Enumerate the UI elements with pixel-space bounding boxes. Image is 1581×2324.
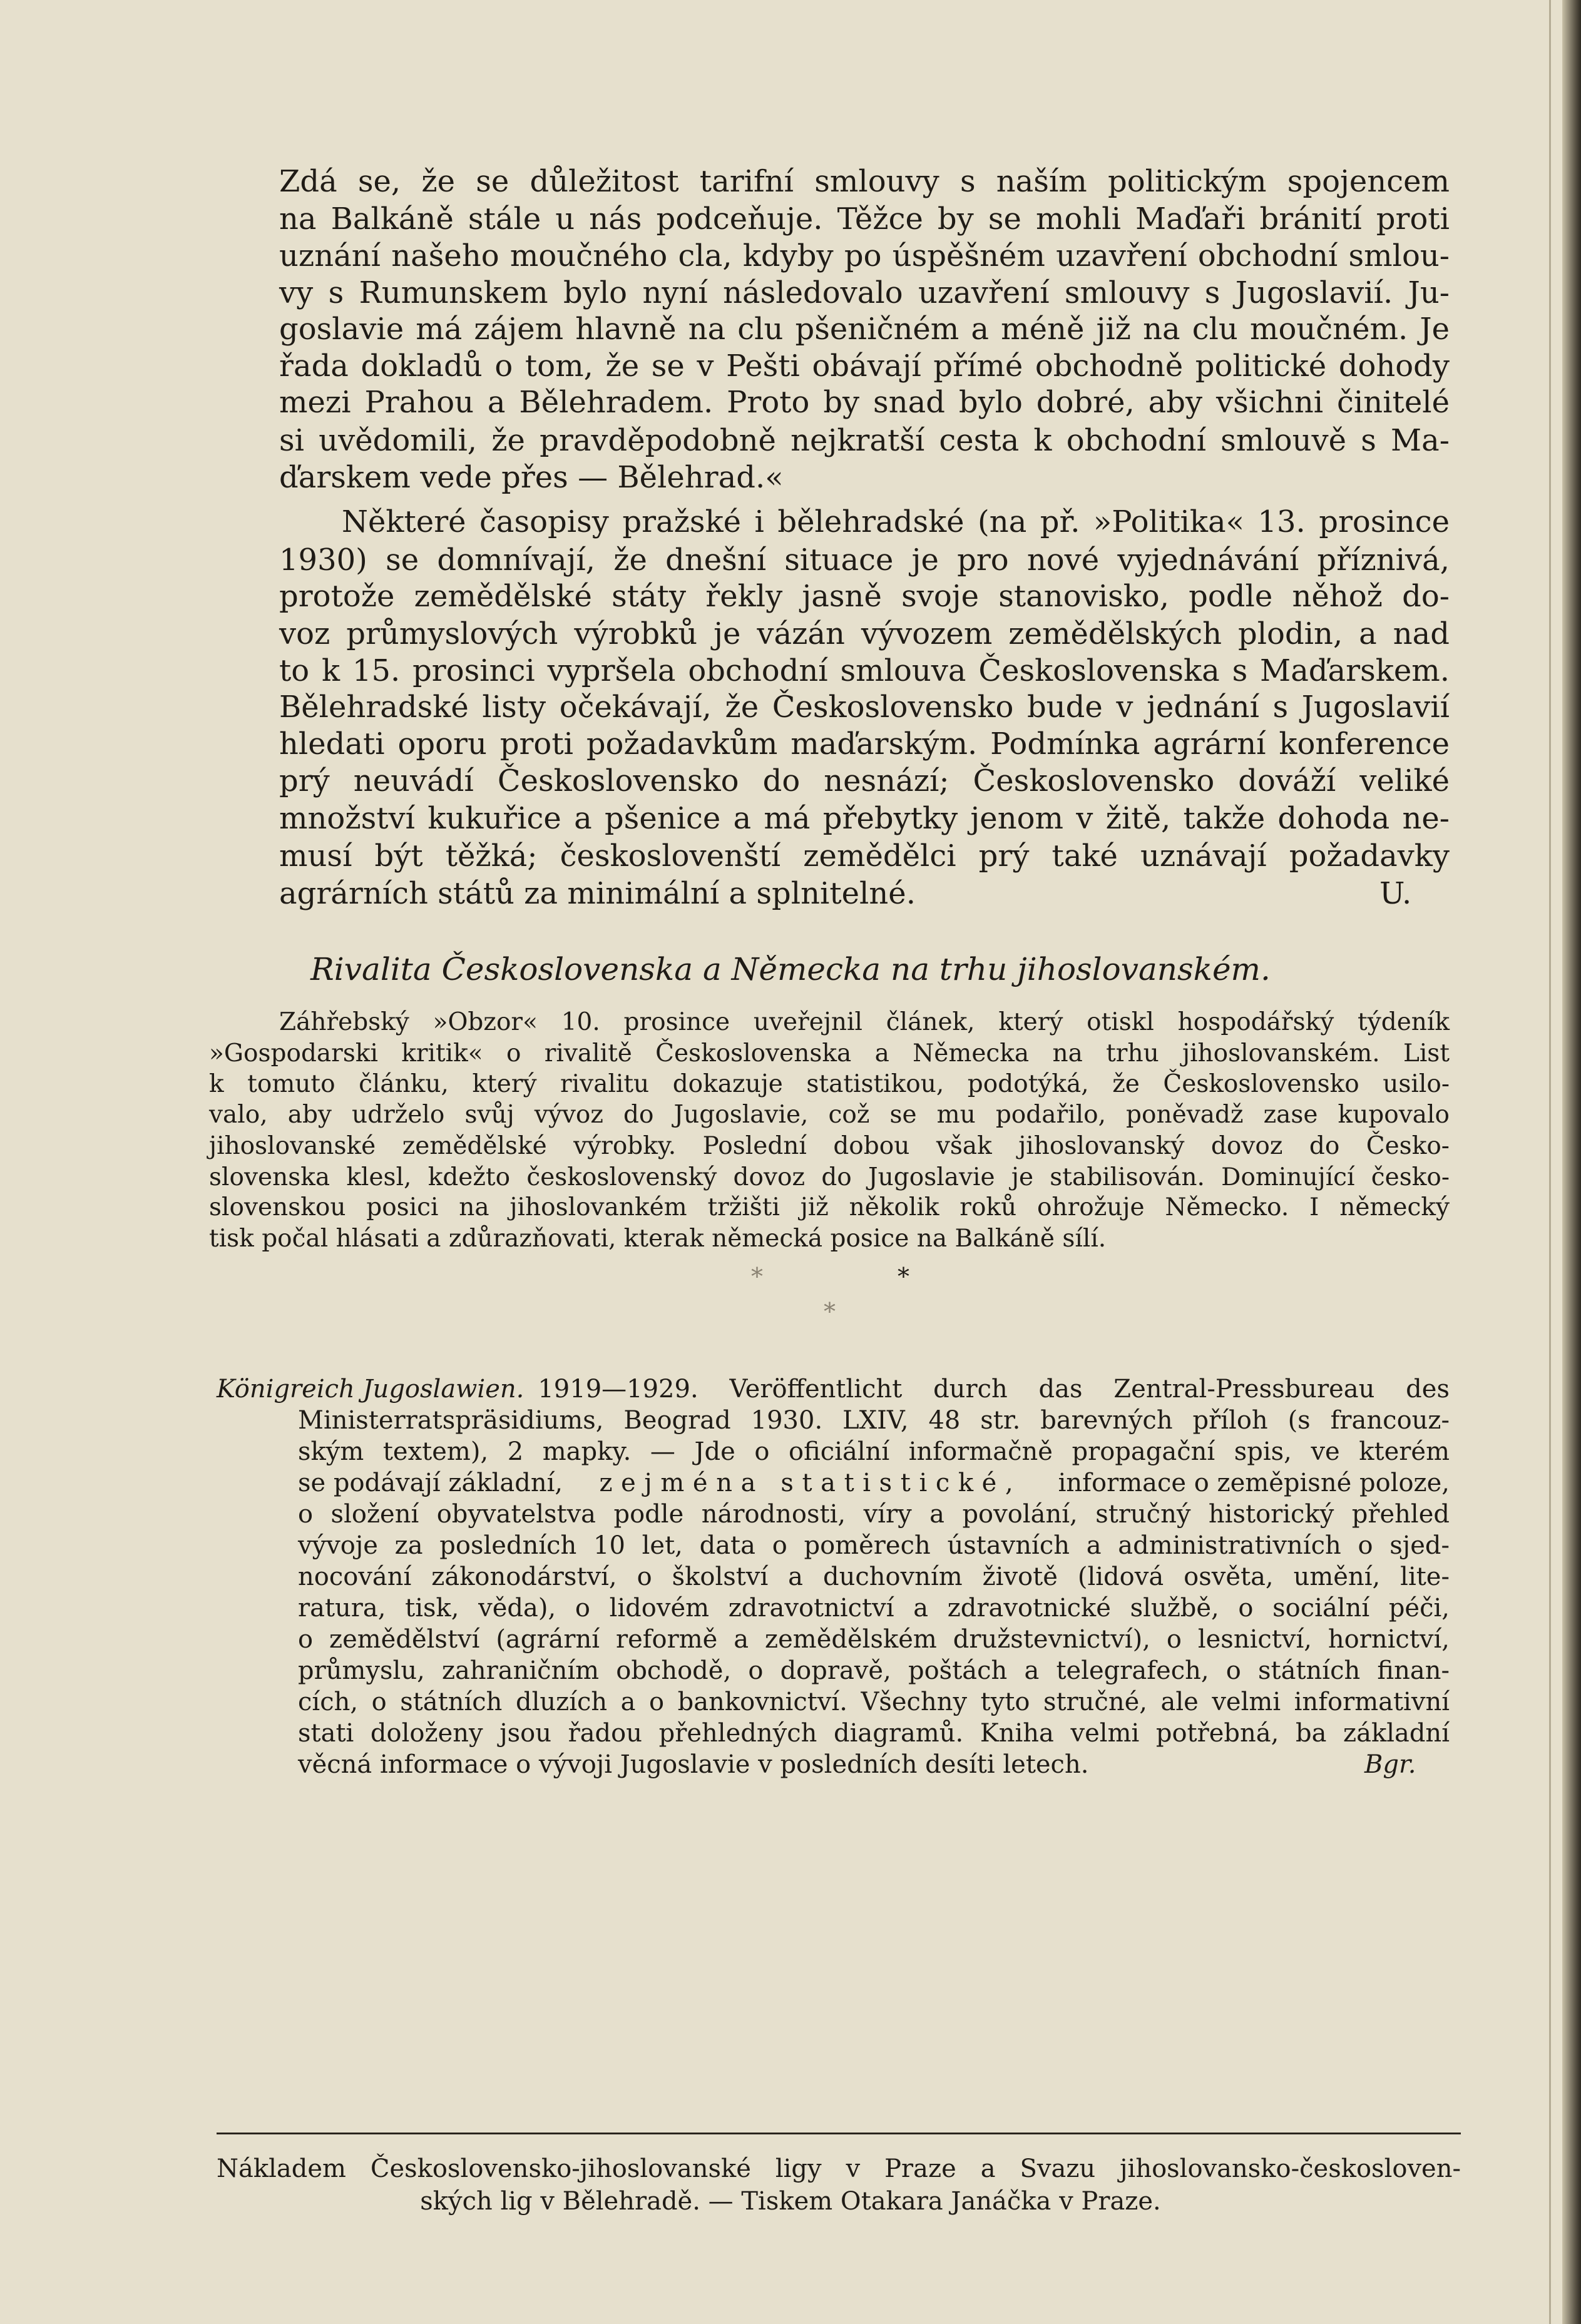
- article-line: Některé časopisy pražské i bělehradské (na př. »Politika« 13. prosince: [342, 504, 1450, 539]
- article-signature: U.: [1379, 876, 1412, 911]
- article-line: na Balkáně stále u nás podceňuje. Těžce by se mohli Maďaři bránití proti: [279, 201, 1450, 237]
- review-first-line-text: 1919—1929. Veröffentlicht durch das Zentral-Pressbureau des: [538, 1375, 1450, 1404]
- review-line: stati doloženy jsou řadou přehledných diagramů. Kniha velmi potřebná, ba základní: [298, 1719, 1450, 1748]
- section-line: »Gospodarski kritik« o rivalitě Československa a Německa na trhu jihoslovanském. List: [209, 1039, 1450, 1068]
- article-line: mezi Prahou a Bělehradem. Proto by snad bylo dobré, aby všichni činitelé: [279, 385, 1450, 420]
- footer-line: ských lig v Bělehradě. — Tiskem Otakara Janáčka v Praze.: [420, 2187, 1161, 2216]
- article-line: hledati oporu proti požadavkům maďarským. Podmínka agrární konference: [279, 726, 1450, 762]
- review-first-line: [217, 1377, 1450, 1402]
- review-line: nocování zákonodárství, o školství a duchovním životě (lidová osvěta, umění, lite-: [298, 1562, 1450, 1591]
- section-line: k tomuto článku, který rivalitu dokazuje statistikou, podotýká, že Československo usilo-: [209, 1070, 1450, 1098]
- review-line: o zemědělství (agrární reformě a zemědělském družstevnictví), o lesnictví, hornictví,: [298, 1625, 1450, 1654]
- footer-rule: [217, 2133, 1461, 2134]
- article-line: Bělehradské listy očekávají, že Československo bude v jednání s Jugoslavií: [279, 690, 1450, 725]
- article-line: voz průmyslových výrobků je vázán vývozem zemědělských plodin, a nad: [279, 616, 1450, 651]
- review-line: ratura, tisk, věda), o lidovém zdravotnictví a zdravotnické službě, o sociální péči,: [298, 1594, 1450, 1623]
- review-line: cích, o státních dluzích a o bankovnictví. Všechny tyto stručné, ale velmi informativní: [298, 1688, 1450, 1716]
- article-line: množství kukuřice a pšenice a má přebytky jenom v žitě, takže dohoda ne-: [279, 801, 1450, 836]
- review-signature: Bgr.: [1364, 1750, 1416, 1779]
- review-line-part: informace o zeměpisné poloze,: [1058, 1469, 1450, 1497]
- article-line: prý neuvádí Československo do nesnází; Československo dováží veliké: [279, 763, 1450, 798]
- article-line: goslavie má zájem hlavně na clu pšeničném a méně již na clu moučném. Je: [279, 312, 1450, 347]
- article-line: vy s Rumunskem bylo nyní následovalo uzavření smlouvy s Jugoslavií. Ju-: [279, 275, 1450, 310]
- section-line: valo, aby udrželo svůj vývoz do Jugoslavie, což se mu podařilo, poněvadž zase kupovalo: [209, 1101, 1450, 1129]
- article-line: uznání našeho moučného cla, kdyby po úspěšném uzavření obchodní smlou-: [279, 238, 1450, 273]
- review-title: Königreich Jugoslawien.: [217, 1375, 524, 1404]
- article-line: si uvědomili, že pravděpodobně nejkratší cesta k obchodní smlouvě s Ma-: [279, 423, 1450, 458]
- section-line: tisk počal hlásati a zdůrazňovati, kterak německá posice na Balkáně sílí.: [209, 1225, 1107, 1253]
- review-line: ským textem), 2 mapky. — Jde o oficiální informačně propagační spis, ve kterém: [298, 1437, 1450, 1466]
- article-line: protože zemědělské státy řekly jasně svoje stanovisko, podle něhož do-: [279, 579, 1450, 614]
- separator-star: *: [824, 1298, 836, 1325]
- section-line: slovenska klesl, kdežto československý dovoz do Jugoslavie je stabilisován. Dominující česko-: [209, 1163, 1450, 1191]
- page-edge-shadow: [1562, 0, 1581, 2324]
- article-line: 1930) se domnívají, že dnešní situace je pro nové vyjednávání příznivá,: [279, 543, 1450, 578]
- article-line: musí být těžká; českoslovenští zemědělci prý také uznávají požadavky: [279, 838, 1450, 874]
- separator-star: *: [751, 1263, 763, 1290]
- review-line: průmyslu, zahraničním obchodě, o dopravě, poštách a telegrafech, o státních finan-: [298, 1656, 1450, 1685]
- section-line: slovenskou posici na jihoslovankém tržišti již několik roků ohrožuje Německo. I německý: [209, 1193, 1450, 1221]
- review-line: vývoje za posledních 10 let, data o poměrech ústavních a administrativních o sjed-: [298, 1531, 1450, 1560]
- review-line: věcná informace o vývoji Jugoslavie v posledních desíti letech.: [298, 1750, 1089, 1779]
- article-line: Zdá se, že se důležitost tarifní smlouvy s naším politickým spojencem: [279, 164, 1450, 199]
- review-line: o složení obyvatelstva podle národnosti, víry a povolání, stručný historický přehled: [298, 1500, 1450, 1529]
- footer-line: Nákladem Československo-jihoslovanské ligy v Praze a Svazu jihoslovansko-českosloven-: [217, 2154, 1461, 2183]
- review-line-part: se podávají základní,: [298, 1469, 563, 1497]
- review-line: Ministerratspräsidiums, Beograd 1930. LXIV, 48 str. barevných příloh (s francouz-: [298, 1406, 1450, 1435]
- article-line: řada dokladů o tom, že se v Pešti obávají přímé obchodně politické dohody: [279, 349, 1450, 384]
- separator-star: *: [898, 1263, 909, 1290]
- article-line: ďarskem vede přes — Bělehrad.«: [279, 460, 784, 495]
- page-edge-line: [1549, 0, 1551, 2324]
- article-line: agrárních států za minimální a splnitelné.: [279, 876, 916, 911]
- review-line: [298, 1470, 1450, 1496]
- article-line: to k 15. prosinci vypršela obchodní smlouva Československa s Maďarskem.: [279, 653, 1450, 688]
- review-spaced-text: zejména statistické,: [599, 1469, 1022, 1497]
- section-line: Záhřebský »Obzor« 10. prosince uveřejnil článek, který otiskl hospodářský týdeník: [279, 1008, 1450, 1036]
- section-heading: Rivalita Československa a Německa na trhu jihoslovanském.: [310, 951, 1271, 987]
- section-line: jihoslovanské zemědělské výrobky. Poslední dobou však jihoslovanský dovoz do Česko-: [209, 1132, 1450, 1160]
